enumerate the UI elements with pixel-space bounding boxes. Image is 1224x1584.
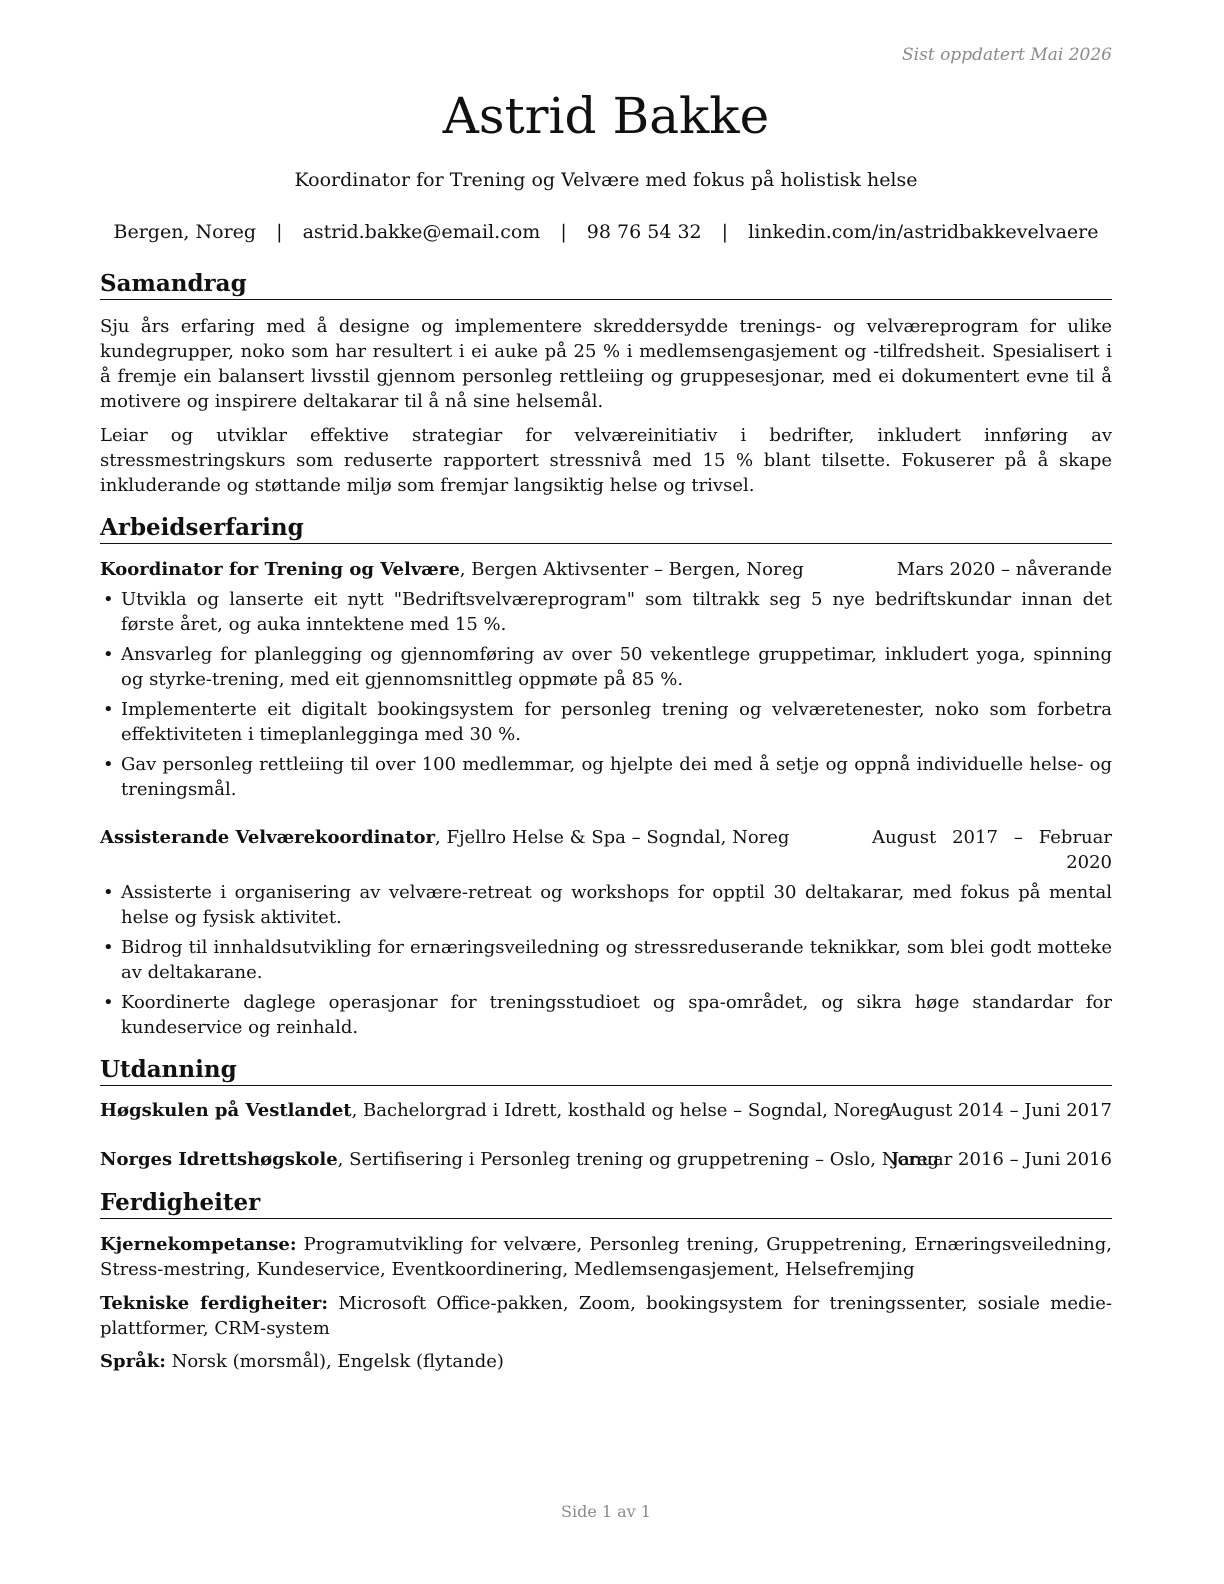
job-bullets [100,587,1112,807]
page-footer: Side 1 av 1 [561,1502,651,1521]
job-date: Mars 2020 – nåverande [896,559,1112,580]
job-bullet: • Ansvarleg for planlegging og gjennomføring av over 50 vekentlege gruppetimar, inkludert yoga, spinning og styrke-trening, med eit gjennomsnittleg oppmøte på 85 %. [100,642,1112,692]
candidate-name: Astrid Bakke [442,87,770,145]
job-bullet: • Bidrog til innhaldsutvikling for ernæringsveiledning og stressreduserande teknikkar, som blei godt motteke av deltakarane. [100,935,1112,985]
job-bullets [100,880,1112,1045]
education-item [100,1098,1112,1123]
skill-label: Tekniske ferdigheiter: [100,1293,329,1314]
last-updated: Sist oppdatert Mai 2026 [902,45,1112,65]
section-title-summary: Samandrag [100,270,1112,300]
education-detail: , Sertifisering i Personleg trening og gruppetrening – Oslo, Noreg [337,1149,940,1170]
candidate-tagline: Koordinator for Trening og Velvære med fokus på holistisk helse [294,169,918,191]
contact-line [100,220,1112,244]
section-title-skills: Ferdigheiter [100,1189,1112,1219]
education-school: Norges Idrettshøgskole [100,1149,338,1170]
skill-label: Kjernekompetanse: [100,1234,297,1255]
skill-row [100,1291,1112,1341]
job-header [100,825,1112,873]
job-org: , Fjellro Helse & Spa – Sogndal, Noreg [435,827,790,848]
job-date: August 2017 – Februar 2020 [872,827,1112,873]
skill-row [100,1232,1112,1282]
contact-email[interactable]: astrid.bakke@email.com [302,221,541,243]
education-date: August 2014 – Juni 2017 [888,1100,1112,1121]
skill-row [100,1349,1112,1374]
job-bullet: • Implementerte eit digitalt bookingsystem for personleg trening og velværetenester, noko som forbetra effektiviteten i timeplanlegginga med 30 %. [100,697,1112,747]
contact-location: Bergen, Noreg [113,221,257,243]
contact-separator: | [721,221,729,243]
skill-text: Norsk (morsmål), Engelsk (flytande) [165,1351,504,1372]
contact-linkedin[interactable]: linkedin.com/in/astridbakkevelvaere [748,221,1099,243]
skill-text: Microsoft Office-pakken, Zoom, bookingsystem for treningssenter, sosiale medie-plattformer, CRM-system [100,1293,1113,1339]
skill-label: Språk: [100,1351,166,1372]
job-bullet: • Assisterte i organisering av velvære-retreat og workshops for opptil 30 deltakarar, med fokus på mental helse og fysisk aktivitet. [100,880,1112,930]
skill-text: Programutvikling for velvære, Personleg trening, Gruppetrening, Ernæringsveiledning, Stress-mestring, Kundeservice, Eventkoordinering, Medlemsengasjement, Helsefremjing [100,1234,1112,1280]
job-bullet: • Gav personleg rettleiing til over 100 medlemmar, og hjelpte dei med å setje og oppnå individuelle helse- og treningsmål. [100,752,1112,802]
education-school: Høgskulen på Vestlandet [100,1100,352,1121]
job-bullet: • Utvikla og lanserte eit nytt "Bedriftsvelværeprogram" som tiltrakk seg 5 nye bedriftskundar innan det første året, og auka inntektene med 15 %. [100,587,1112,637]
summary-paragraph-2: Leiar og utviklar effektive strategiar for velværeinitiativ i bedrifter, inkludert innføring av stressmestringskurs som reduserte rapportert stressnivå med 15 % blant tilsette. Fokuserer på å skape inkluderande og støttande miljø som fremjar langsiktig helse og trivsel. [100,425,1112,496]
job-role: Assisterande Velværekoordinator [100,827,436,848]
section-title-education: Utdanning [100,1056,1112,1086]
job-org: , Bergen Aktivsenter – Bergen, Noreg [459,559,804,580]
job-bullet: • Koordinerte daglege operasjonar for treningsstudioet og spa-området, og sikra høge standardar for kundeservice og reinhald. [100,990,1112,1040]
education-detail: , Bachelorgrad i Idrett, kosthald og helse – Sogndal, Noreg [351,1100,891,1121]
education-date: Januar 2016 – Juni 2016 [891,1149,1112,1170]
contact-separator: | [560,221,567,243]
summary-paragraph-1: Sju års erfaring med å designe og implementere skreddersydde trenings- og velværeprogram for ulike kundegrupper, noko som har resultert i ei auke på 25 % i medlemsengasjement og -tilfredsheit. Spesialisert i å fremje ein balansert livsstil gjennom personleg rettleiing og gruppesesjonar, med ei dokumentert evne til å motivere og inspirere deltakarar til å nå sine helsemål. [100,316,1112,412]
contact-phone: 98 76 54 32 [586,221,702,243]
education-item [100,1147,1112,1172]
job-role: Koordinator for Trening og Velvære [100,559,460,580]
contact-separator: | [276,221,283,243]
section-title-experience: Arbeidserfaring [100,514,1112,544]
job-header [100,557,1112,582]
